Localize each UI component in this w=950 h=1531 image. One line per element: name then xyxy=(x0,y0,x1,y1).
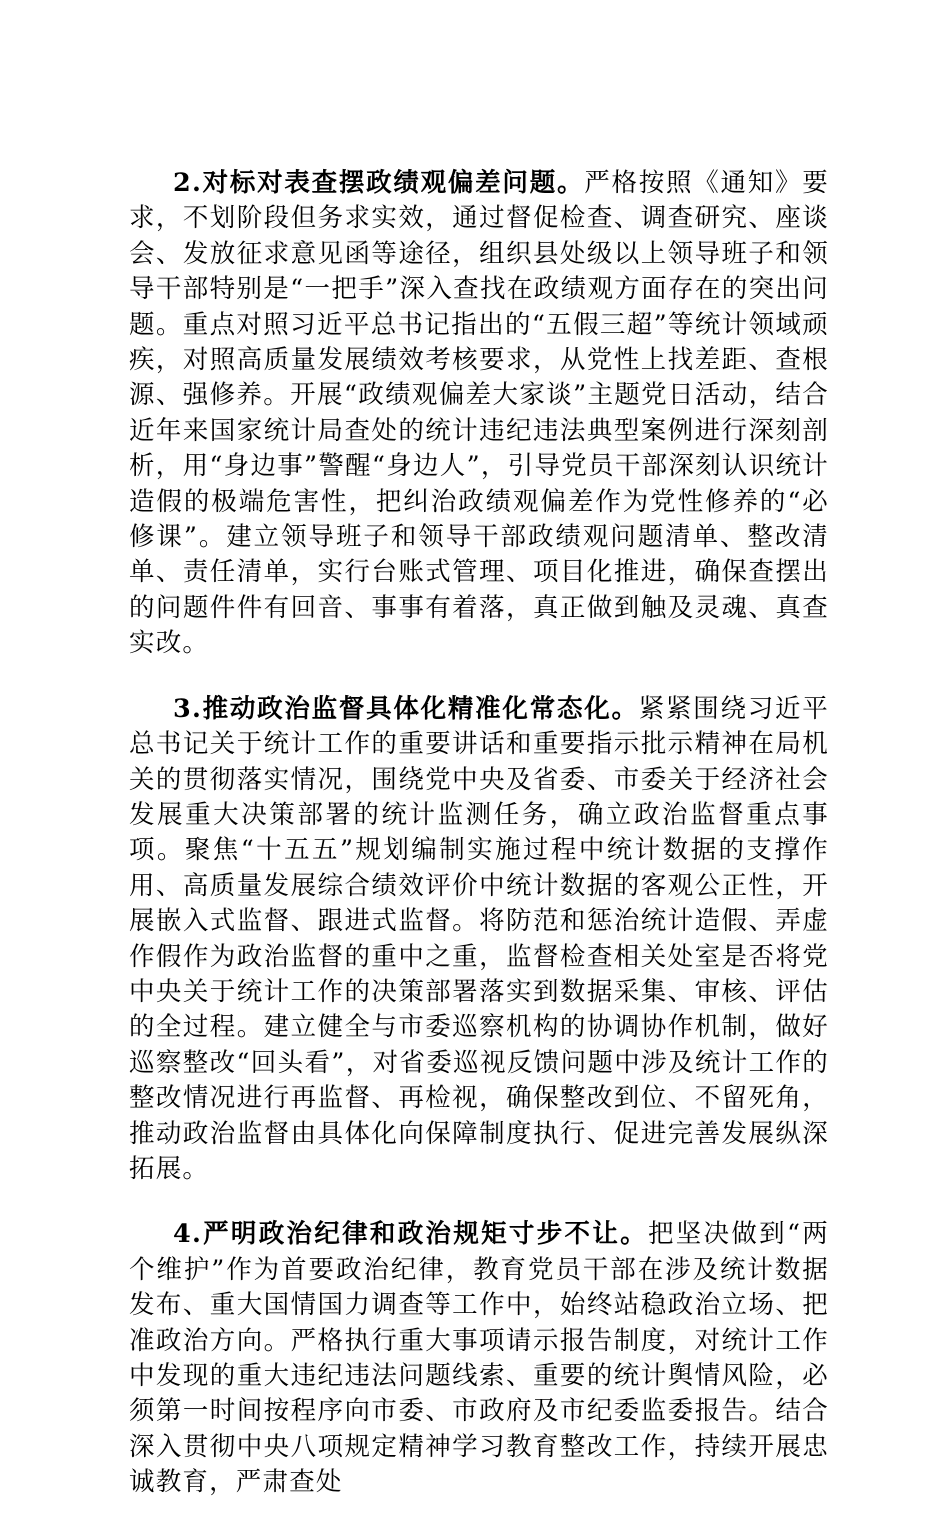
paragraph-3 xyxy=(129,692,829,1188)
document-body xyxy=(129,166,829,1531)
paragraph-4-text: 把坚决做到“两个维护”作为首要政治纪律，教育党员干部在涉及统计数据发布、重大国情国力调查等工作中，始终站稳政治立场、把准政治方向。严格执行重大事项请示报告制度，对统计工作中发现的重大违纪违法问题线索、重要的统计舆情风险，必须第一时间按程序向市委、市政府及市纪委监委报告。结合深入贯彻中央八项规定精神学习教育整改工作，持续开展忠诚教育，严肃查处 xyxy=(129,1219,829,1498)
paragraph-4-heading: 4.严明政治纪律和政治规矩寸步不让。 xyxy=(173,1219,648,1250)
paragraph-2-heading: 2.对标对表查摆政绩观偏差问题。 xyxy=(173,168,585,198)
paragraph-4 xyxy=(129,1217,829,1500)
paragraph-3-text: 紧紧围绕习近平总书记关于统计工作的重要讲话和重要指示批示精神在局机关的贯彻落实情况，围绕党中央及省委、市委关于经济社会发展重大决策部署的统计监测任务，确立政治监督重点事项。聚焦“十五五”规划编制实施过程中统计数据的支撑作用、高质量发展综合绩效评价中统计数据的客观公正性，开展嵌入式监督、跟进式监督。将防范和惩治统计造假、弄虚作假作为政治监督的重中之重，监督检查相关处室是否将党中央关于统计工作的决策部署落实到数据采集、审核、评估的全过程。建立健全与市委巡察机构的协调协作机制，做好巡察整改“回头看”，对省委巡视反馈问题中涉及统计工作的整改情况进行再监督、再检视，确保整改到位、不留死角，推动政治监督由具体化向保障制度执行、促进完善发展纵深拓展。 xyxy=(129,693,829,1184)
paragraph-2-text: 严格按照《通知》要求，不划阶段但务求实效，通过督促检查、调查研究、座谈会、发放征求意见函等途径，组织县处级以上领导班子和领导干部特别是“一把手”深入查找在政绩观方面存在的突出问题。重点对照习近平总书记指出的“五假三超”等统计领域顽疾，对照高质量发展绩效考核要求，从党性上找差距、查根源、强修养。开展“政绩观偏差大家谈”主题党日活动，结合近年来国家统计局查处的统计违纪违法典型案例进行深刻剖析，用“身边事”警醒“身边人”，引导党员干部深刻认识统计造假的极端危害性，把纠治政绩观偏差作为党性修养的“必修课”。建立领导班子和领导干部政绩观问题清单、整改清单、责任清单，实行台账式管理、项目化推进，确保查摆出的问题件件有回音、事事有着落，真正做到触及灵魂、真查实改。 xyxy=(129,168,829,659)
paragraph-2 xyxy=(129,166,829,662)
paragraph-3-heading: 3.推动政治监督具体化精准化常态化。 xyxy=(173,693,639,724)
